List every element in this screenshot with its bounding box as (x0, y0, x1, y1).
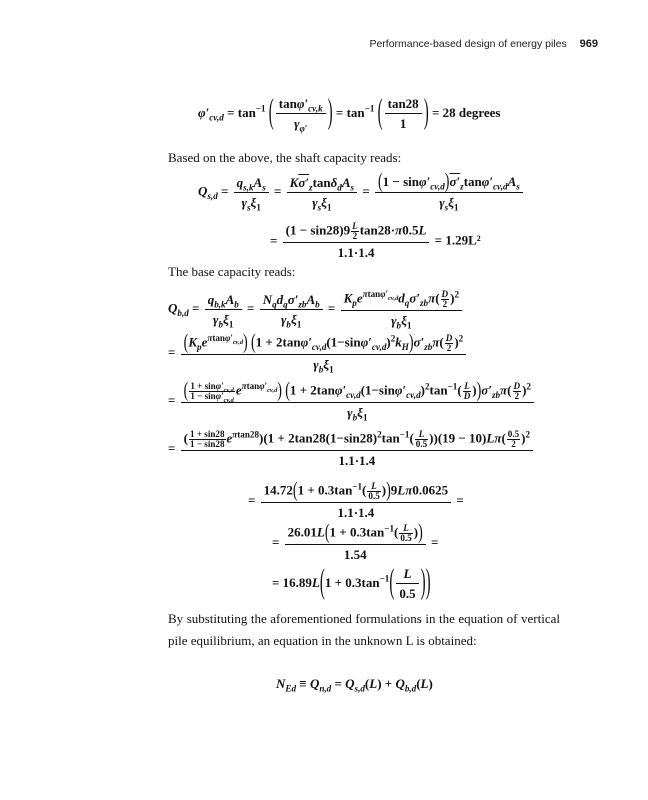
equation-base-result: = $16.89L(1 + 0.3\tan^{-1}$( $\frac{L}{0.5}$ )) (272, 564, 431, 602)
equation-shaft-line2-expression: = (1 − sin28)9 $\frac{L}{2}$ tan28·π0.5L 1.1·1.4 (270, 233, 435, 248)
equation-base-line4: = ( $\frac{1 + \sin 28}{1 - \sin 28}$ $e^{\pi tan28})(1 + 2\tan 28(1-\sin 28)^2\tan^{-1}$( $\frac{L}{0.5}$ ))(19 − 10)Lπ( $\frac{0.5}{2}$ )$^2$ 1.1·1.4 (168, 430, 535, 469)
equation-base-line6: = $26.01L(1 + 0.3\tan^{-1}$( $\frac{L}{0.5}$ )) 1.54 = (272, 521, 439, 563)
equation-shaft-result: = 1.29L² (434, 232, 481, 248)
shaft-intro: Based on the above, the shaft capacity reads: (168, 150, 402, 165)
running-header (369, 38, 598, 50)
running-title: Performance-based design of energy piles (369, 38, 567, 50)
equation-phi-expression: $\varphi'_{cv,d} = \tan^{-1}$ ( $\frac{\tan\varphi'_{cv,k}}{\gamma_{\varphi'}}$ ) = $\tan^{-1}$ ( $\frac{\tan 28}{1}$ ) (198, 94, 429, 134)
equation-base-line1: $Q_{b,d}$ = $\frac{q_{b,k}A_b}{\gamma_b\xi_1}$ = $\frac{N_qd_q\sigma'_{zb}A_b}{\gamma_b\xi_1}$ = $K_pe^{\pi tan\varphi'_{cv,d}}d_q\sigma'_{zb}\pi$( $\frac{D}{2}$ )$^2$ $\gamma_b\xi_1$ (168, 290, 464, 329)
equation-base-line2: = $(K_pe^{\pi tan\varphi'_{cv,d}}) (1 + 2\tan\varphi'_{cv,d}(1-\sin\varphi'_{cv,d})^2k_H)\sigma'_{zb}\pi$( $\frac{D}{2}$ )$^2$ $\gamma_b\xi_1$ (168, 334, 468, 373)
equation-base-line3: = ( $\frac{1 + \sin\varphi'_{cv,d}}{1 - \sin\varphi'_{cv,d}}$ $e^{\pi tan\varphi'_{cv,d}}$) ($1 + 2\tan\varphi'_{cv,d}(1-\sin\varphi'_{cv,d})^2\tan^{-1}$( $\frac{L}{D}$ ))$\sigma'_{zb}\pi$( $\frac{D}{2}$ )$^2$ $\gamma_b\xi_1$ (168, 382, 536, 421)
base-intro: The base capacity reads: (168, 264, 296, 279)
equation-phi-result: = 28 degrees (431, 104, 501, 120)
equation-phi (198, 96, 500, 132)
equation-base-line5: = $14.72(1 + 0.3\tan^{-1}$( $\frac{L}{0.5}$ ))9Lπ0.0625 1.1·1.4 = (248, 479, 464, 521)
equation-shaft-line1: $Q_{s,d}$ = $\frac{q_{s,k}A_s}{\gamma_s\xi_1}$ = $\frac{K\sigma'_z\tan\delta_dA_s}{\gamma_s\xi_1}$ = $\frac{(1 - \sin\varphi'_{cv,d})\sigma'_z\tan\varphi'_{cv,d}A_s}{\gamma_s\xi_1}$ (198, 174, 525, 211)
equation-equilibrium: $N_{Ed} \equiv Q_{n,d} = Q_{s,d}(L) + Q_{b,d}(L)$ (276, 676, 433, 694)
substitution-paragraph: By substituting the aforementioned formulations in the equation of vertical pile equilibrium, an equation in the unknown L is obtained: (168, 611, 560, 648)
equation-shaft-line2 (270, 222, 481, 261)
page-number: 969 (579, 38, 598, 50)
